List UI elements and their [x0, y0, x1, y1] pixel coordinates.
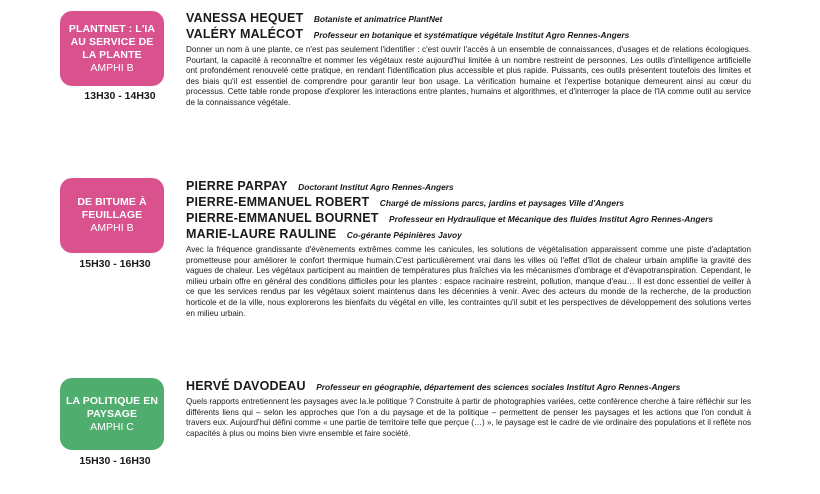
session-room: AMPHI B [90, 61, 134, 74]
speaker [186, 378, 766, 394]
speaker-name: PIERRE-EMMANUEL BOURNET [186, 211, 379, 225]
session-room: AMPHI B [90, 222, 134, 234]
session-description: Donner un nom à une plante, ce n'est pas seulement l'identifier : c'est ouvrir l'accès à un ensemble de connaissances, d'usages et de relations écologiques. Pourtant, la capacité à reconnaître et nommer les végétaux reste aujourd'hui limitée à un nombre restreint de personnes. Les outils d'intelligence artificielle ont profondément renouvelé cette pratique, en rendant l'identification plus accessible et plus rapide. Puissants, ces outils présentent toutefois des limites et des biais qu'il est essentiel de comprendre pour garantir leur bon usage. La vérification humaine et l'expertise botanique demeurent ainsi au cœur du processus. Cette table ronde propose d'explorer les interactions entre plantes, humains et algorithmes, et d'interroger la place de l'IA comme outil au service de la connaissance végétale. [186, 45, 751, 107]
session-title: PLANTNET : L'IA AU SERVICE DE LA PLANTE [68, 22, 156, 61]
session-title: LA POLITIQUE EN PAYSAGE [65, 394, 159, 420]
speaker-name: MARIE-LAURE RAULINE [186, 227, 337, 241]
speaker-name: PIERRE-EMMANUEL ROBERT [186, 195, 370, 209]
speaker [186, 194, 766, 210]
session-badge [60, 178, 164, 253]
speaker-role: Doctorant Institut Agro Rennes-Angers [298, 182, 454, 192]
speaker-name: VANESSA HEQUET [186, 11, 304, 25]
session-content [186, 378, 766, 439]
session-content [186, 178, 766, 319]
speaker-role: Professeur en botanique et systématique végétale Institut Agro Rennes-Angers [313, 30, 630, 40]
session-title: DE BITUME À FEUILLAGE [77, 196, 147, 221]
session-time: 15H30 - 16H30 [79, 455, 151, 467]
session-description: Avec la fréquence grandissante d'évènements extrêmes comme les canicules, les solutions de végétalisation apparaissent comme une piste d'adaptation prometteuse pour améliorer le confort thermique humain.C'est particulièrement vrai dans les villes où l'effet d'îlot de chaleur urbain amplifie la gravité des vagues de chaleur. Les végétaux participent au maintien de températures plus fraîches via les mécanismes d'ombrage et d'évapotranspiration. Cependant, le milieu urbain offre en général des conditions difficiles pour les plantes : espace racinaire restreint, pollution, manque d'eau… Il est donc essentiel de veiller à ce que les services rendus par les végétaux soient maintenus dans les décennies à venir. Avec des acteurs du monde de la recherche, de la production horticole et de la ville, nous explorerons les bienfaits du végétal en ville, les contraintes qu'il subit et les perspectives de développement des solutions vertes en milieu urbain. [186, 245, 751, 318]
session-room: AMPHI C [90, 420, 134, 433]
speaker-role: Co-gérante Pépinières Javoy [346, 230, 462, 240]
speaker [186, 226, 766, 242]
speaker [186, 178, 766, 194]
speaker-role: Botaniste et animatrice PlantNet [313, 14, 443, 24]
session-description: Quels rapports entretiennent les paysages avec la.le politique ? Construite à partir de photographies variées, cette conférence cherche à faire réfléchir sur les différents liens qui – selon les approches que l'on a du paysage et de la politique – permettent de penser les paysages et les actions que l'on conduit à travers eux. Aujourd'hui défini comme « une partie de territoire telle que perçue (…) », le paysage est le cadre de vie ordinaire des populations et il reflète nos capacités à plus ou moins bien vivre ensemble et faire société. [186, 397, 751, 438]
speaker [186, 26, 766, 42]
speaker-role: Professeur en Hydraulique et Mécanique des fluides Institut Agro Rennes-Angers [389, 214, 714, 224]
session-badge [60, 11, 164, 86]
session-time: 13H30 - 14H30 [84, 90, 156, 102]
speaker-name: HERVÉ DAVODEAU [186, 379, 306, 393]
speaker [186, 210, 766, 226]
speaker-name: PIERRE PARPAY [186, 179, 288, 193]
session-content [186, 10, 766, 109]
session-badge [60, 378, 164, 450]
session-time: 15H30 - 16H30 [79, 258, 151, 270]
speaker-name: VALÉRY MALÉCOT [186, 27, 304, 41]
speaker-role: Chargé de missions parcs, jardins et paysages Ville d'Angers [379, 198, 624, 208]
speaker [186, 10, 766, 26]
speaker-role: Professeur en géographie, département des sciences sociales Institut Agro Rennes-Angers [316, 382, 681, 392]
